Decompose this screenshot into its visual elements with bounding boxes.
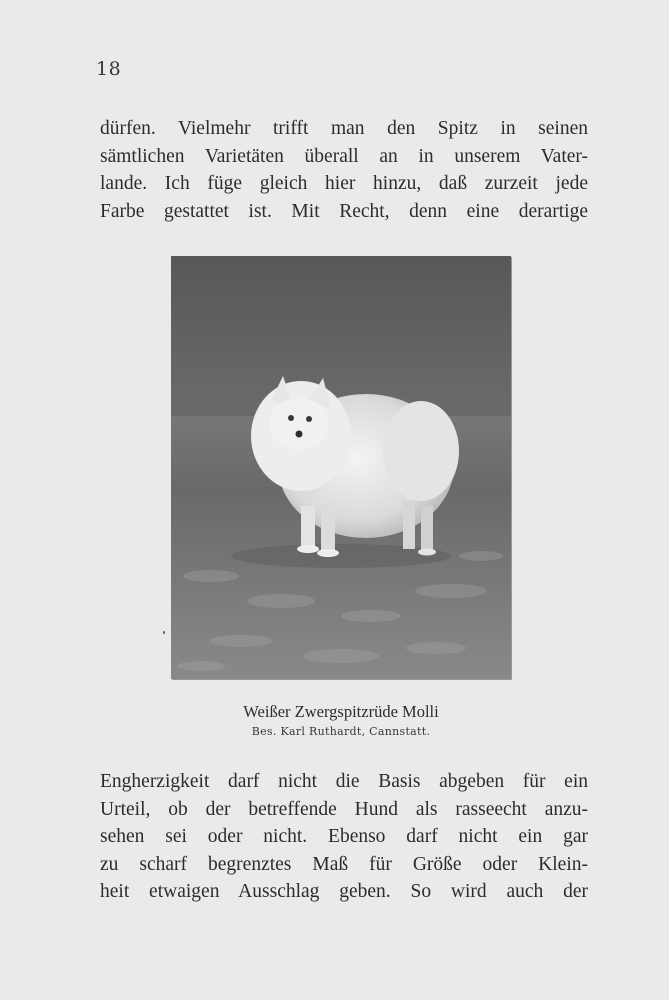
text-line: Engherzigkeit darf nicht die Basis abgeben für ein [100, 771, 588, 792]
bottom-paragraph [100, 768, 588, 906]
figure-caption-credit: Bes. Karl Ruthardt, Cannstatt. [251, 725, 431, 738]
print-speck [163, 631, 165, 634]
text-line: Urteil, ob der betreffende Hund als rasseecht anzu- [100, 798, 588, 820]
page-number: 18 [96, 58, 122, 80]
figure-caption-title: Weißer Zwergspitzrüde Molli [243, 702, 439, 721]
text-line: sämtlichen Varietäten überall an in unserem Vater- [100, 145, 588, 167]
text-line: Farbe gestattet ist. Mit Recht, denn eine derartige [100, 200, 588, 222]
text-line: sehen sei oder nicht. Ebenso darf nicht ein gar [100, 826, 588, 847]
text-line: heit etwaigen Ausschlag geben. So wird auch der [100, 881, 588, 902]
text-line: dürfen. Vielmehr trifft man den Spitz in seinen [100, 118, 588, 139]
dog-photograph [171, 256, 511, 679]
text-line: lande. Ich füge gleich hier hinzu, daß zurzeit jede [100, 173, 588, 194]
text-line: zu scharf begrenztes Maß für Größe oder Klein- [100, 853, 588, 875]
top-paragraph [100, 115, 588, 225]
